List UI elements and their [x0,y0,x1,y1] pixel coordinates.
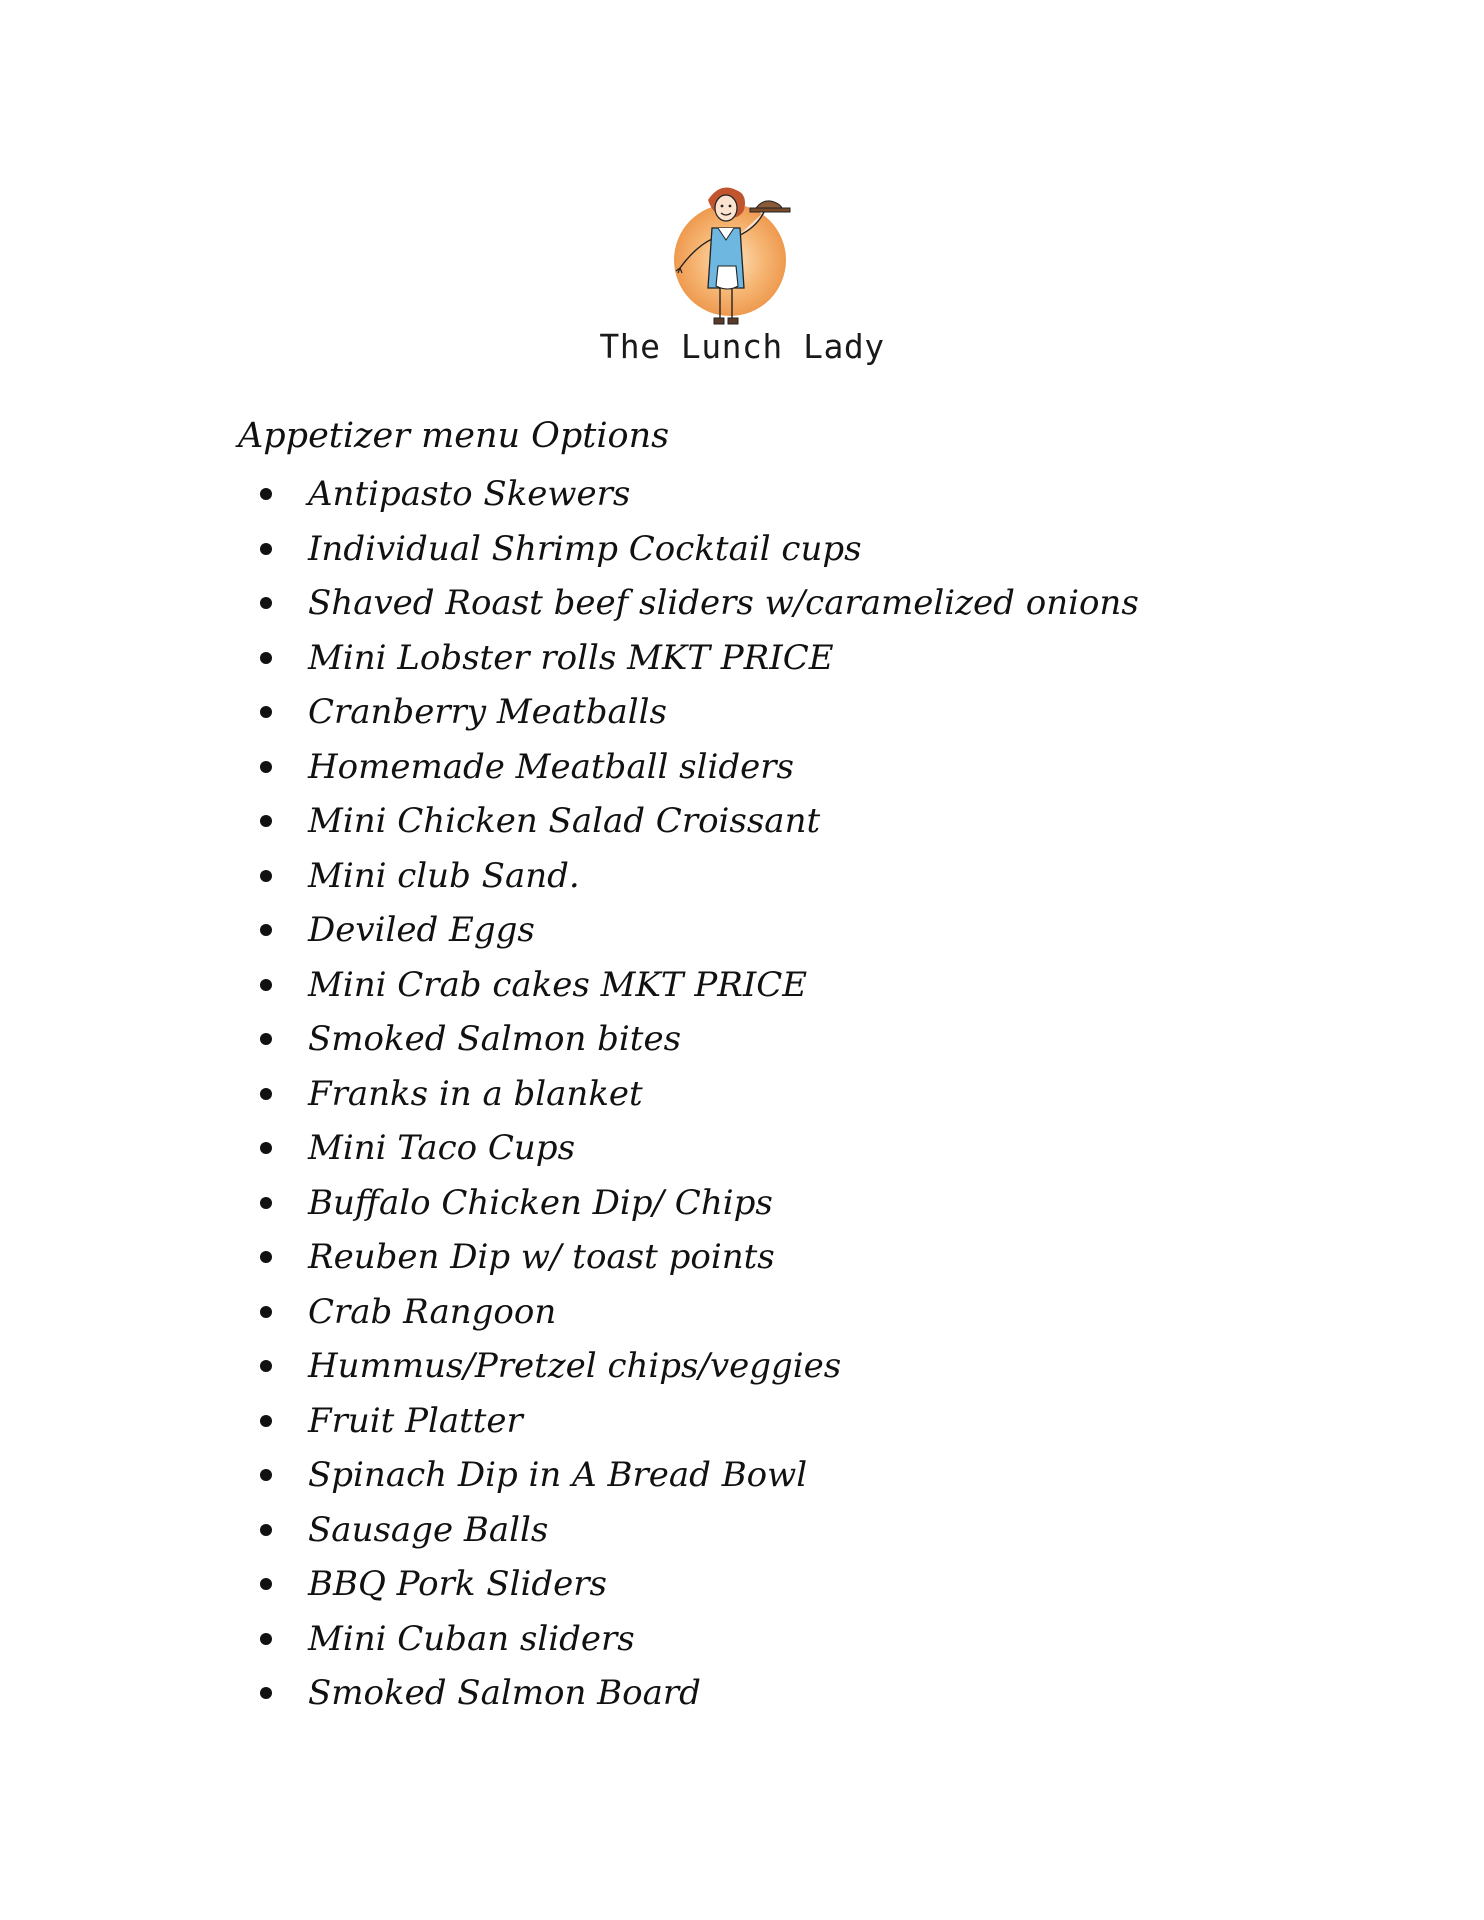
list-item [260,1448,1260,1503]
list-item [260,1012,1260,1067]
list-item [260,958,1260,1013]
bullet-icon [260,488,272,500]
list-item [260,576,1260,631]
list-item [260,849,1260,904]
list-item [260,1557,1260,1612]
logo-illustration [670,178,810,336]
list-item-label: Antipasto Skewers [308,474,631,515]
list-item-label: Mini Cuban sliders [308,1618,635,1659]
brand-name: The Lunch Lady [599,327,885,366]
bullet-icon [260,924,272,936]
list-item-label: Spinach Dip in A Bread Bowl [308,1455,808,1496]
list-item [260,1067,1260,1122]
list-item-label: Crab Rangoon [308,1291,557,1332]
list-item [260,1121,1260,1176]
list-item-label: Mini Crab cakes MKT PRICE [308,964,808,1005]
list-item-label: Hummus/Pretzel chips/veggies [308,1346,842,1387]
list-item [260,1394,1260,1449]
bullet-icon [260,1033,272,1045]
list-item [260,1230,1260,1285]
bullet-icon [260,1415,272,1427]
menu-list [260,467,1260,1721]
bullet-icon [260,1524,272,1536]
list-item-label: Individual Shrimp Cocktail cups [308,528,862,569]
list-item [260,685,1260,740]
bullet-icon [260,1578,272,1590]
bullet-icon [260,706,272,718]
list-item-label: Shaved Roast beef sliders w/caramelized onions [308,583,1139,624]
bullet-icon [260,1469,272,1481]
list-item-label: Sausage Balls [308,1509,549,1550]
list-item-label: Mini Lobster rolls MKT PRICE [308,637,834,678]
list-item-label: Mini club Sand. [308,855,580,896]
list-item-label: Fruit Platter [308,1400,523,1441]
lunch-lady-waitress-icon [670,178,810,336]
list-item-label: Franks in a blanket [308,1073,643,1114]
list-item [260,740,1260,795]
bullet-icon [260,870,272,882]
list-item [260,631,1260,686]
list-item [260,794,1260,849]
list-item-label: Homemade Meatball sliders [308,746,794,787]
list-item-label: BBQ Pork Sliders [308,1564,607,1605]
bullet-icon [260,1142,272,1154]
bullet-icon [260,1360,272,1372]
list-item [260,1176,1260,1231]
list-item [260,1666,1260,1721]
bullet-icon [260,652,272,664]
list-item [260,1612,1260,1667]
list-item-label: Buffalo Chicken Dip/ Chips [308,1182,773,1223]
bullet-icon [260,1197,272,1209]
list-item [260,467,1260,522]
menu-heading: Appetizer menu Options [238,416,670,456]
list-item-label: Cranberry Meatballs [308,692,667,733]
list-item [260,1503,1260,1558]
list-item [260,1339,1260,1394]
list-item-label: Smoked Salmon Board [308,1673,701,1714]
list-item-label: Reuben Dip w/ toast points [308,1237,775,1278]
list-item-label: Mini Taco Cups [308,1128,576,1169]
bullet-icon [260,1088,272,1100]
bullet-icon [260,815,272,827]
list-item-label: Smoked Salmon bites [308,1019,682,1060]
bullet-icon [260,761,272,773]
bullet-icon [260,597,272,609]
bullet-icon [260,979,272,991]
list-item [260,1285,1260,1340]
list-item-label: Mini Chicken Salad Croissant [308,801,821,842]
list-item [260,522,1260,577]
bullet-icon [260,1687,272,1699]
bullet-icon [260,1251,272,1263]
bullet-icon [260,1306,272,1318]
list-item-label: Deviled Eggs [308,910,535,951]
list-item [260,903,1260,958]
bullet-icon [260,1633,272,1645]
bullet-icon [260,543,272,555]
